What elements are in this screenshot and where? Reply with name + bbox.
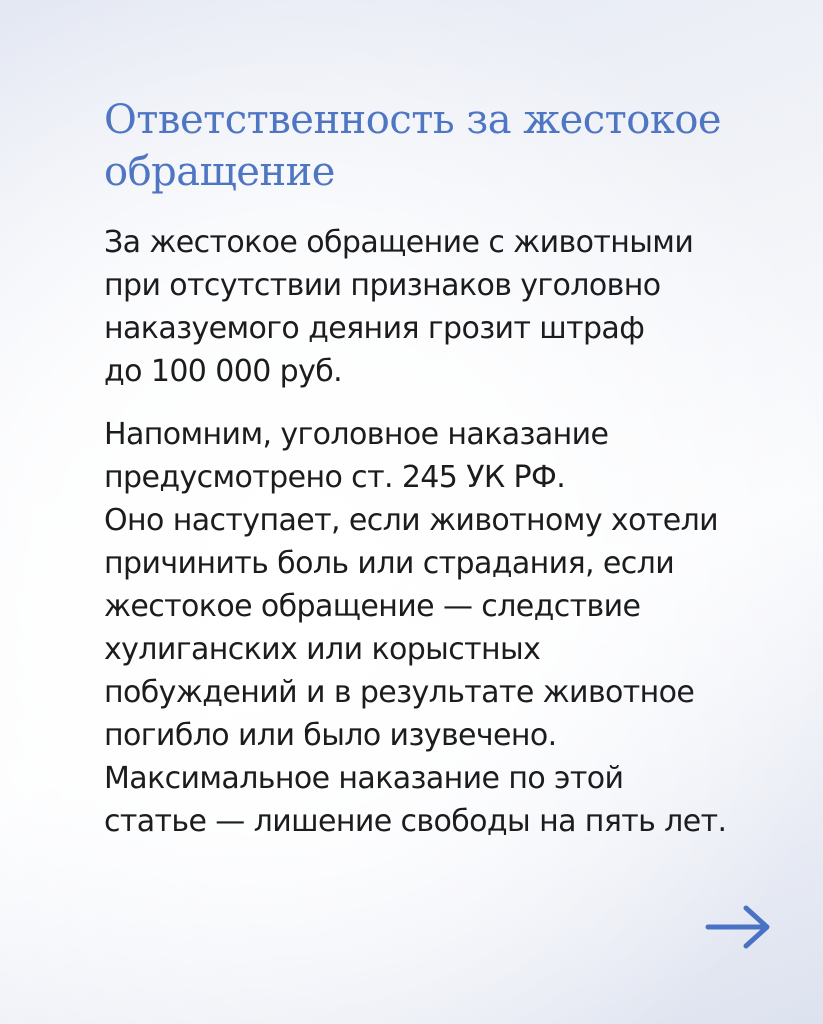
paragraph-criminal-liability: Напомним, уголовное наказание предусмотрено ст. 245 УК РФ. Оно наступает, если животному хотели причинить боль или страдания, если жестокое обращение — следствие хулиганских или корыстных побуждений и в результате животное погибло или было изувечено. Максимальное наказание по этой статье — лишение свободы на пять лет. — [104, 417, 727, 839]
slide-title: Ответственность за жестокое обращение — [104, 97, 722, 195]
next-slide-button[interactable] — [704, 902, 774, 952]
arrow-right-icon — [704, 902, 774, 952]
paragraph-fine: За жестокое обращение с животными при отсутствии признаков уголовно наказуемого деяния грозит штраф до 100 000 руб. — [104, 225, 694, 389]
